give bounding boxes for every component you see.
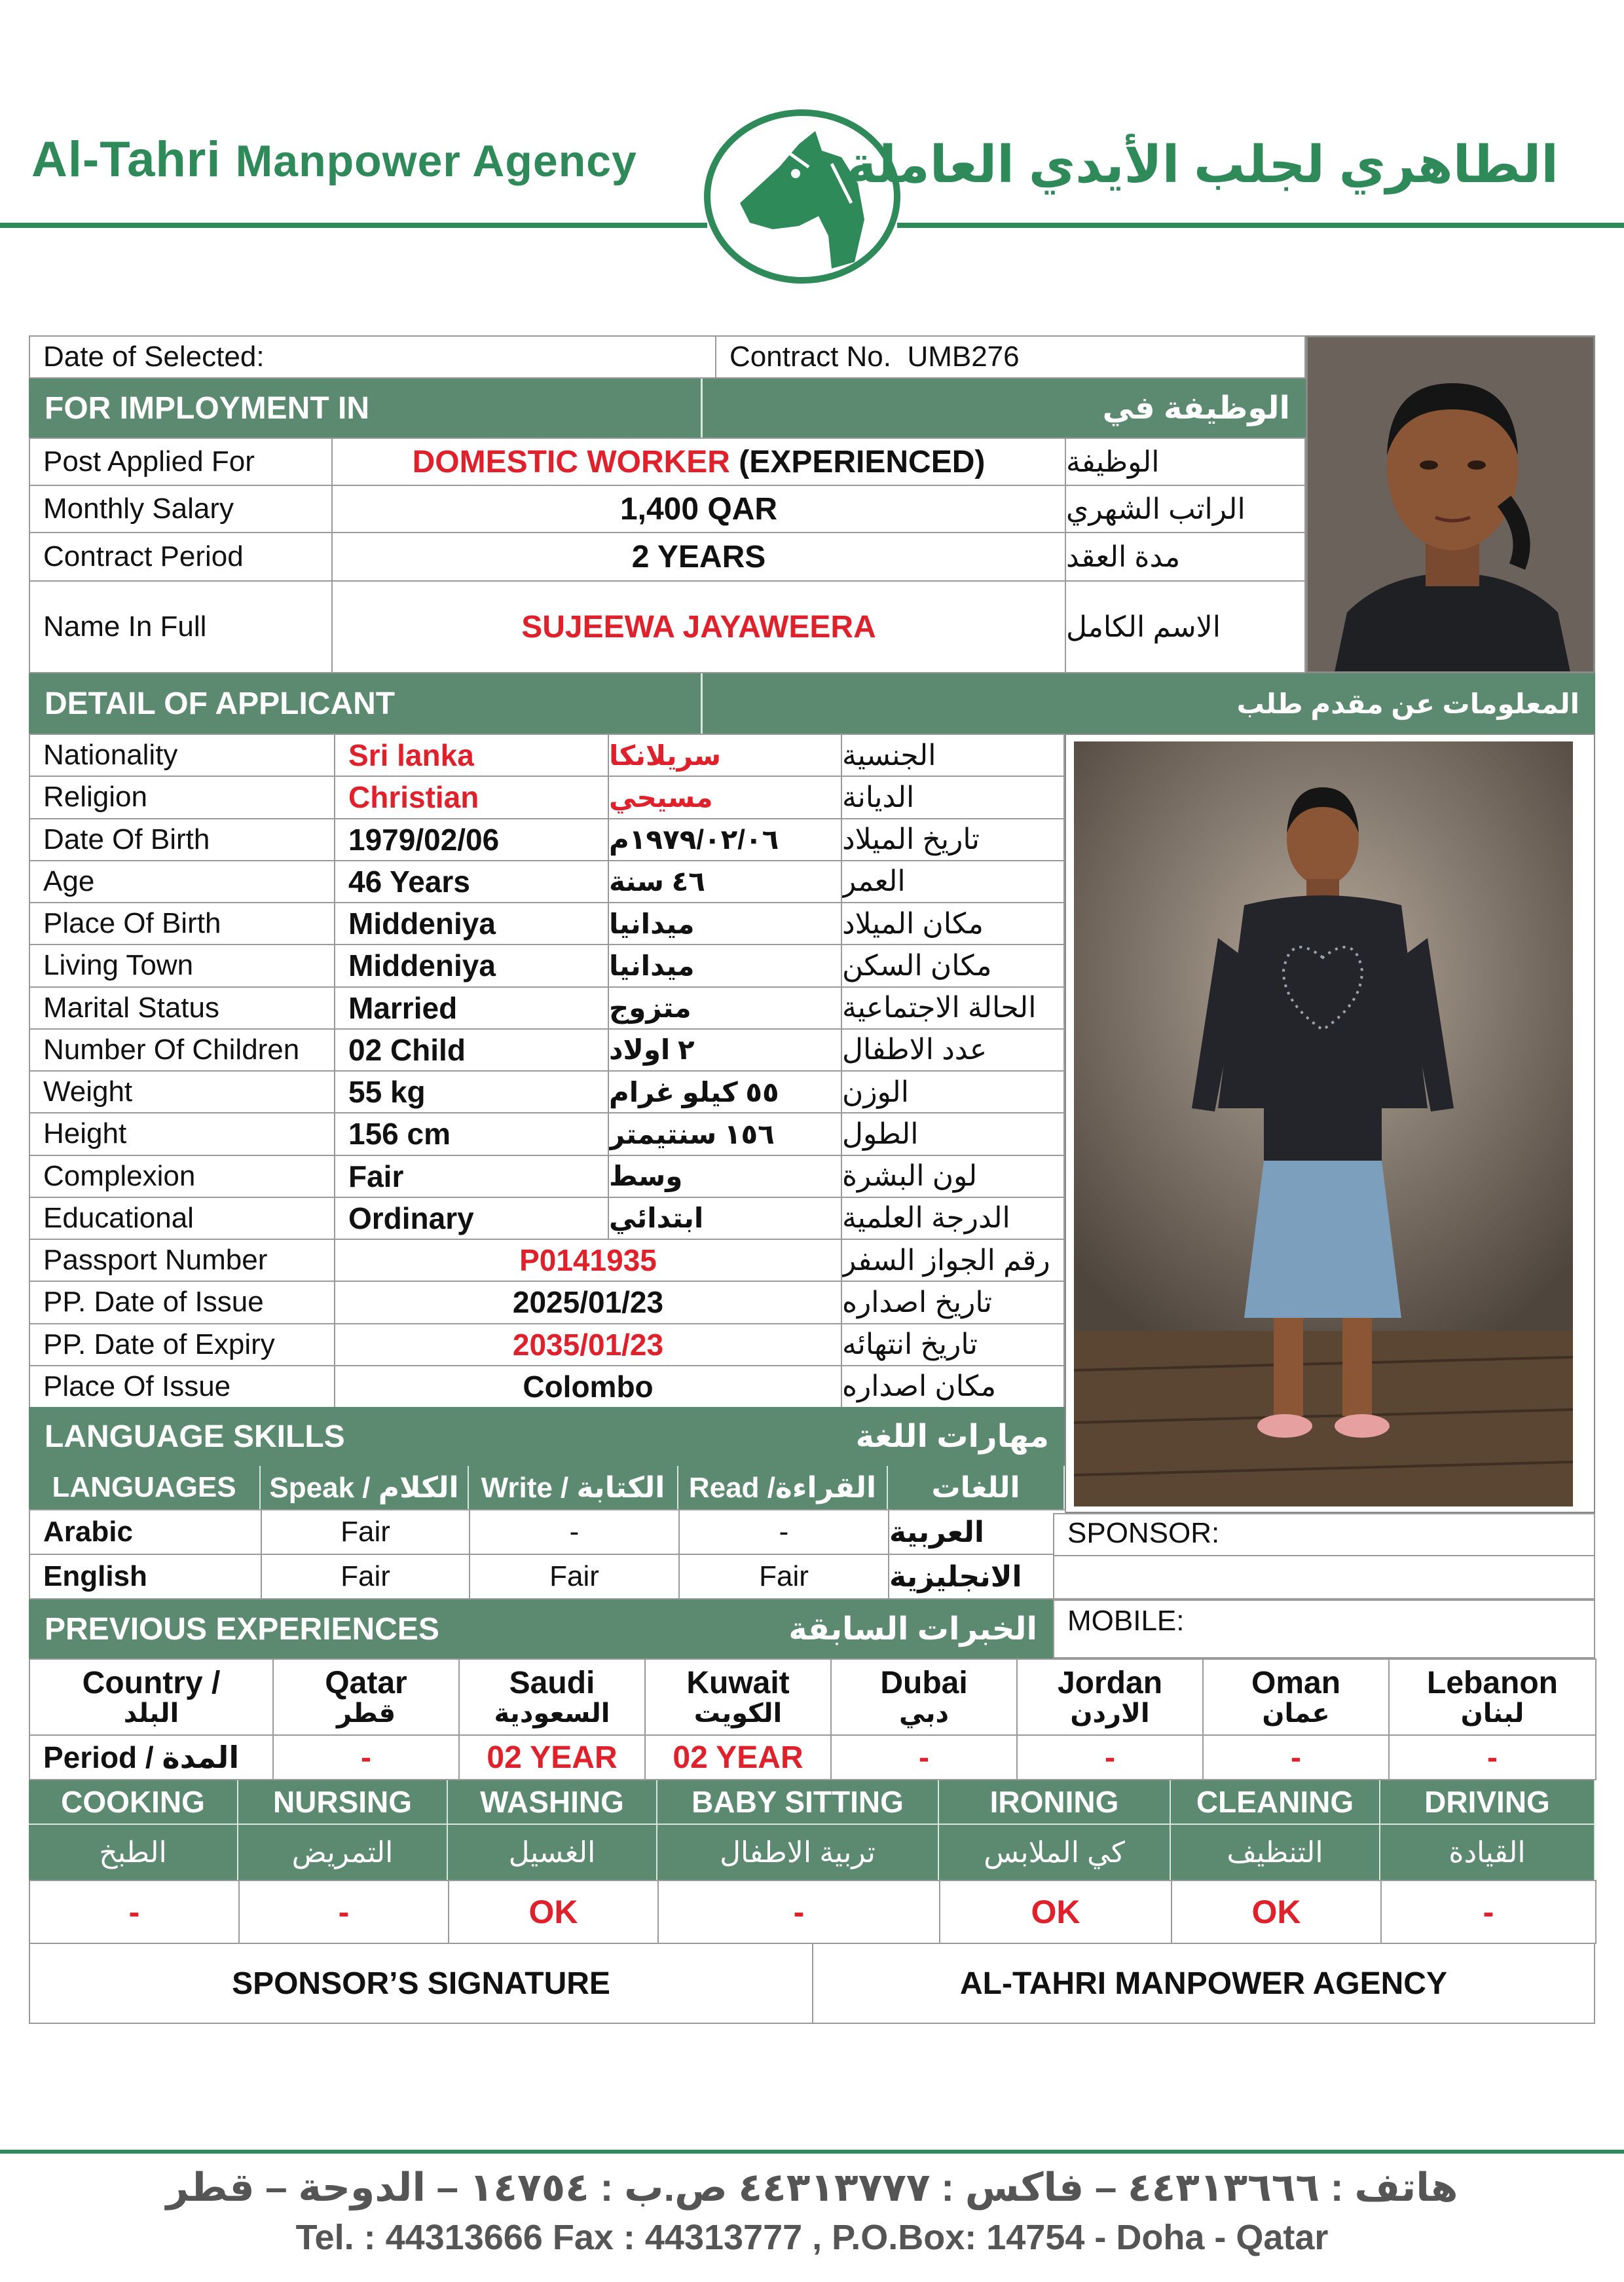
country-cell [830, 1658, 1018, 1736]
country-name-ar: عمان [1262, 1699, 1330, 1729]
skill-name-en: COOKING [29, 1780, 238, 1824]
employment-band-divider [701, 379, 703, 438]
applicant-label-ar: مكان الميلاد [841, 902, 1065, 945]
country-period: - [272, 1734, 460, 1780]
applicant-value-ar: ٢ اولاد [608, 1028, 842, 1072]
country-label-cell [29, 1658, 274, 1736]
applicant-band [29, 673, 1595, 734]
contract-number: UMB276 [907, 341, 1020, 373]
applicant-label: Date Of Birth [29, 818, 335, 861]
skill-name-en: WASHING [448, 1780, 657, 1824]
country-name-en: Dubai [880, 1665, 968, 1700]
country-name-en: Qatar [325, 1665, 407, 1700]
country-name-ar: لبنان [1460, 1699, 1524, 1729]
applicant-value-en: 46 Years [334, 860, 609, 903]
language-header: Speak / الكلام [261, 1466, 469, 1509]
applicant-value-en: Sri lanka [334, 734, 609, 777]
country-name-en: Jordan [1057, 1665, 1163, 1700]
salary-value: 1,400 QAR [331, 485, 1066, 533]
applicant-label-ar: عدد الاطفال [841, 1028, 1065, 1072]
country-period: 02 YEAR [644, 1734, 832, 1780]
passport-label: Passport Number [29, 1239, 335, 1282]
fullname-value [331, 580, 1066, 673]
country-label-en: Country / [82, 1665, 221, 1700]
fullname-label: Name In Full [29, 580, 333, 673]
country-cell [1388, 1658, 1596, 1736]
sponsor-cell [1053, 1513, 1595, 1556]
employment-title-en: FOR IMPLOYMENT IN [45, 390, 369, 426]
footer-rule [0, 2150, 1624, 2154]
language-band [29, 1407, 1065, 1466]
portrait-photo [1306, 335, 1595, 673]
skill-name-ar: التمريض [238, 1824, 448, 1880]
applicant-label-ar: مكان السكن [841, 944, 1065, 987]
country-name-ar: قطر [336, 1699, 396, 1729]
country-label-ar: البلد [123, 1699, 179, 1729]
country-cell [644, 1658, 832, 1736]
applicant-value-ar: متزوج [608, 986, 842, 1030]
country-cell [1016, 1658, 1204, 1736]
applicant-label-ar: الدرجة العلمية [841, 1197, 1065, 1240]
country-period: - [830, 1734, 1018, 1780]
applicant-value-ar: ١٥٦ سنتيمتر [608, 1112, 842, 1155]
contract-label: Contract No. [729, 341, 891, 373]
passport-label-ar: مكان اصداره [841, 1365, 1065, 1408]
country-name-en: Kuwait [686, 1665, 790, 1700]
applicant-label-ar: الجنسية [841, 734, 1065, 777]
applicant-label-ar: الحالة الاجتماعية [841, 986, 1065, 1030]
post-label-ar: الوظيفة [1065, 438, 1306, 486]
applicant-value-en: Christian [334, 776, 609, 819]
skill-value: OK [448, 1880, 659, 1944]
footer-contact-ar: هاتف : ٤٤٣١٣٦٦٦ – فاكس : ٤٤٣١٣٧٧٧ ص.ب : ١٤٧٥٤ – الدوحة – قطر [166, 2165, 1458, 2209]
skill-name-ar: القيادة [1380, 1824, 1595, 1880]
experience-title-ar: الخبرات السابقة [788, 1612, 1037, 1647]
language-cell-read: - [678, 1509, 889, 1555]
agency-name-en [31, 131, 637, 188]
portrait-illustration-icon [1308, 337, 1595, 673]
salary-label-ar: الراتب الشهري [1065, 485, 1306, 533]
language-cell-speak: Fair [261, 1554, 470, 1599]
header-rule-right [897, 223, 1624, 228]
contract-period-label: Contract Period [29, 532, 333, 582]
agency-name-ar: الطاهري لجلب الأيدي العاملة [846, 136, 1559, 193]
applicant-value-en: Middeniya [334, 944, 609, 987]
country-cell [272, 1658, 460, 1736]
applicant-label-ar: الطول [841, 1112, 1065, 1155]
language-header: LANGUAGES [29, 1466, 261, 1509]
applicant-value-en: Fair [334, 1155, 609, 1198]
country-name-en: Saudi [509, 1665, 595, 1700]
experience-title-en: PREVIOUS EXPERIENCES [45, 1611, 439, 1647]
skill-name-en: IRONING [939, 1780, 1171, 1824]
experience-table [29, 1658, 1595, 1780]
applicant-value-en: Married [334, 986, 609, 1030]
salary-label: Monthly Salary [29, 485, 333, 533]
country-cell [1202, 1658, 1390, 1736]
country-period: - [1388, 1734, 1596, 1780]
agency-name-part1: Al-Tahri [31, 132, 221, 187]
applicant-label: Marital Status [29, 986, 335, 1030]
applicant-value-ar: مسيحي [608, 776, 842, 819]
applicant-value-ar: ١٩٧٩/٠٢/٠٦م [608, 818, 842, 861]
applicant-value-en: 156 cm [334, 1112, 609, 1155]
post-value [331, 438, 1066, 486]
passport-label-ar: تاريخ انتهائه [841, 1323, 1065, 1366]
applicant-value-ar: ابتدائي [608, 1197, 842, 1240]
applicant-value-ar: ٤٦ سنة [608, 860, 842, 903]
passport-label: PP. Date of Expiry [29, 1323, 335, 1366]
applicant-label: Living Town [29, 944, 335, 987]
applicant-label: Nationality [29, 734, 335, 777]
skills-table [29, 1780, 1595, 1944]
applicant-value-en: 02 Child [334, 1028, 609, 1072]
skill-value: - [238, 1880, 449, 1944]
skill-name-ar: الغسيل [448, 1824, 657, 1880]
skill-name-en: DRIVING [1380, 1780, 1595, 1824]
applicant-value-en: 1979/02/06 [334, 818, 609, 861]
contract-period-value: 2 YEARS [331, 532, 1066, 582]
skill-name-ar: الطبخ [29, 1824, 238, 1880]
date-selected-label: Date of Selected: [43, 341, 265, 373]
post-value-black: (EXPERIENCED) [729, 444, 986, 479]
applicant-value-en: Ordinary [334, 1197, 609, 1240]
applicant-label: Number Of Children [29, 1028, 335, 1072]
experience-band [29, 1599, 1053, 1658]
passport-label: Place Of Issue [29, 1365, 335, 1408]
applicant-value-ar: سريلانكا [608, 734, 842, 777]
language-cell-lang: Arabic [29, 1509, 262, 1555]
contract-cell [715, 335, 1306, 379]
full-body-illustration-icon [1074, 741, 1573, 1506]
applicant-value-en: 55 kg [334, 1070, 609, 1113]
post-label: Post Applied For [29, 438, 333, 486]
sponsor-blank-cell [1053, 1555, 1595, 1599]
country-period: - [1016, 1734, 1204, 1780]
language-cell-read: Fair [678, 1554, 889, 1599]
agency-signature-cell: AL-TAHRI MANPOWER AGENCY [812, 1943, 1595, 2024]
applicant-label: Complexion [29, 1155, 335, 1198]
applicant-value-ar: ٥٥ كيلو غرام [608, 1070, 842, 1113]
country-cell [458, 1658, 646, 1736]
horse-head-logo-icon [701, 105, 904, 288]
passport-label: PP. Date of Issue [29, 1281, 335, 1324]
skill-name-en: NURSING [238, 1780, 448, 1824]
sponsor-signature-cell: SPONSOR’S SIGNATURE [29, 1943, 813, 2024]
skill-name-ar: التنظيف [1171, 1824, 1380, 1880]
applicant-label: Religion [29, 776, 335, 819]
skill-name-en: CLEANING [1171, 1780, 1380, 1824]
header-rule-left [0, 223, 707, 228]
applicant-value-en: Middeniya [334, 902, 609, 945]
applicant-title-en: DETAIL OF APPLICANT [45, 686, 396, 721]
applicant-label: Weight [29, 1070, 335, 1113]
applicant-band-divider [701, 673, 703, 734]
language-cell-lang_ar: العربية [888, 1509, 1066, 1555]
mobile-label: MOBILE: [1067, 1605, 1185, 1637]
skill-name-ar: تربية الاطفال [657, 1824, 939, 1880]
applicant-label-ar: الوزن [841, 1070, 1065, 1113]
country-name-ar: دبي [898, 1699, 949, 1729]
skill-value: - [1380, 1880, 1596, 1944]
language-cell-speak: Fair [261, 1509, 470, 1555]
passport-value: 2035/01/23 [334, 1323, 842, 1366]
language-title-en: LANGUAGE SKILLS [45, 1419, 345, 1454]
country-name-en: Lebanon [1427, 1665, 1558, 1700]
full-body-photo [1074, 741, 1573, 1506]
contract-period-label-ar: مدة العقد [1065, 532, 1306, 582]
country-name-en: Oman [1251, 1665, 1341, 1700]
mobile-cell [1053, 1599, 1595, 1658]
passport-value: P0141935 [334, 1239, 842, 1282]
date-selected-cell [29, 335, 716, 379]
language-header: اللغات [888, 1466, 1065, 1509]
language-cell-write: - [469, 1509, 680, 1555]
applicant-value-ar: ميدانيا [608, 902, 842, 945]
country-name-ar: السعودية [494, 1699, 610, 1729]
skill-value: - [657, 1880, 940, 1944]
period-label: Period / المدة [29, 1734, 274, 1780]
applicant-label-ar: الديانة [841, 776, 1065, 819]
fullname-label-ar: الاسم الكامل [1065, 580, 1306, 673]
language-cell-lang: English [29, 1554, 262, 1599]
applicant-label-ar: العمر [841, 860, 1065, 903]
language-cell-write: Fair [469, 1554, 680, 1599]
skill-value: OK [939, 1880, 1172, 1944]
skill-name-ar: كي الملابس [939, 1824, 1171, 1880]
applicant-label: Age [29, 860, 335, 903]
employment-title-ar: الوظيفة في [1102, 391, 1290, 426]
language-title-ar: مهارات اللغة [855, 1419, 1049, 1454]
skill-value: - [29, 1880, 240, 1944]
applicant-value-ar: ميدانيا [608, 944, 842, 987]
language-cell-lang_ar: الانجليزية [888, 1554, 1066, 1599]
applicant-details-table [29, 734, 1065, 1407]
applicant-label: Place Of Birth [29, 902, 335, 945]
applicant-value-ar: وسط [608, 1155, 842, 1198]
language-table [29, 1466, 1065, 1599]
passport-label-ar: رقم الجواز السفر [841, 1239, 1065, 1282]
country-period: - [1202, 1734, 1390, 1780]
applicant-title-ar: المعلومات عن مقدم طلب [1236, 688, 1579, 719]
country-period: 02 YEAR [458, 1734, 646, 1780]
applicant-label-ar: لون البشرة [841, 1155, 1065, 1198]
language-header: Read /القراءة [678, 1466, 888, 1509]
footer-contact-en: Tel. : 44313666 Fax : 44313777 , P.O.Box: 14754 - Doha - Qatar [295, 2218, 1329, 2257]
skill-value: OK [1171, 1880, 1382, 1944]
employment-band [29, 379, 1306, 438]
applicant-label: Height [29, 1112, 335, 1155]
applicant-label: Educational [29, 1197, 335, 1240]
skill-name-en: BABY SITTING [657, 1780, 939, 1824]
fullname-text: SUJEEWA JAYAWEERA [521, 609, 876, 645]
sponsor-label: SPONSOR: [1067, 1517, 1220, 1549]
agency-name-part2: Manpower Agency [235, 136, 637, 186]
post-value-red: DOMESTIC WORKER [412, 444, 730, 479]
passport-value: Colombo [334, 1365, 842, 1408]
language-header: Write / الكتابة [469, 1466, 678, 1509]
country-name-ar: الكويت [693, 1699, 783, 1729]
passport-value: 2025/01/23 [334, 1281, 842, 1324]
passport-label-ar: تاريخ اصداره [841, 1281, 1065, 1324]
country-name-ar: الاردن [1070, 1699, 1150, 1729]
applicant-label-ar: تاريخ الميلاد [841, 818, 1065, 861]
